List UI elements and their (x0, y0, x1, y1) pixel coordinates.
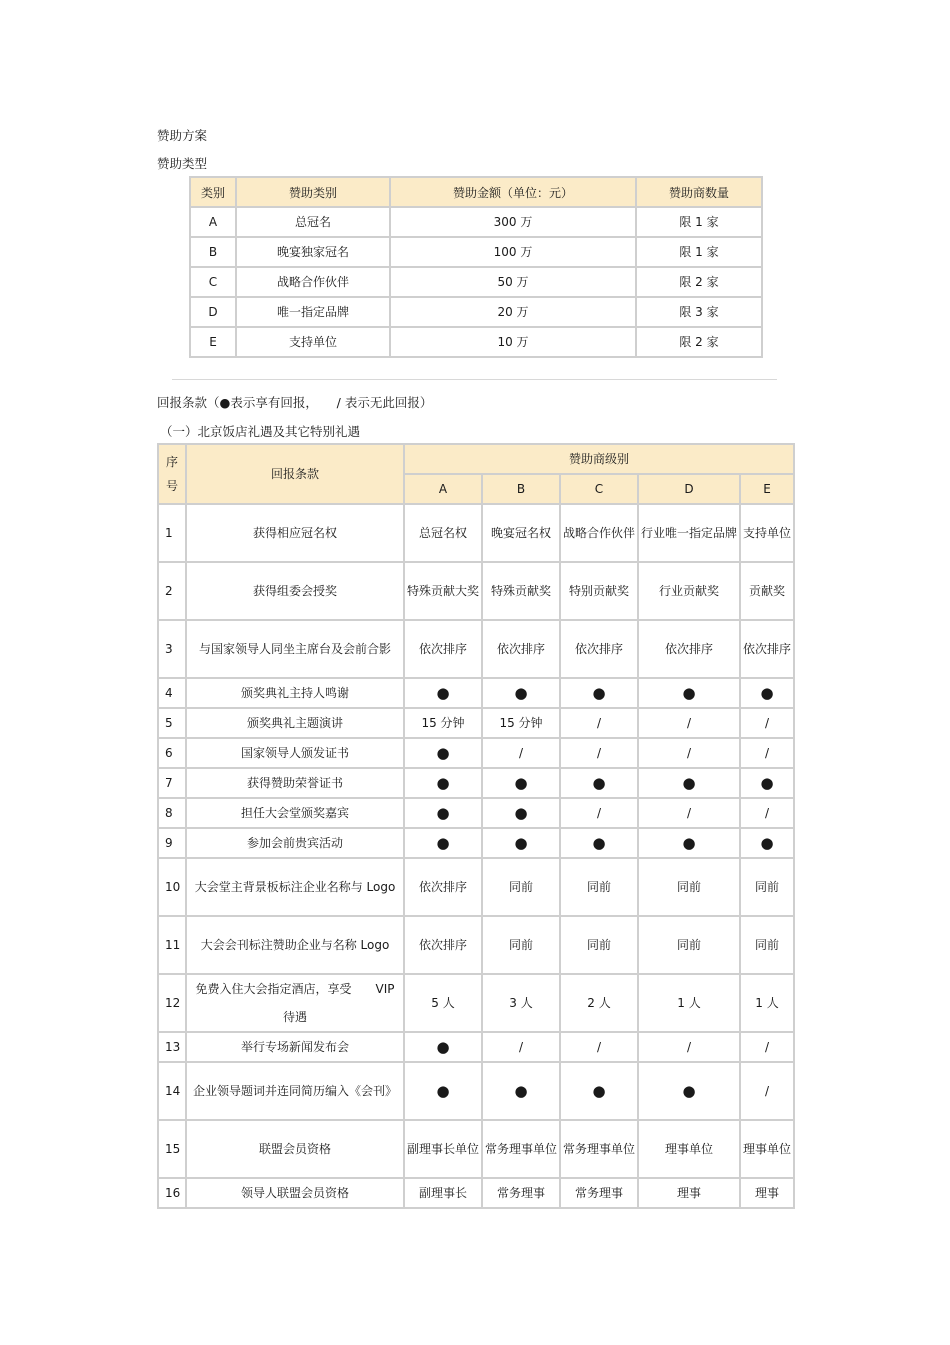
level-cell: ● (638, 828, 740, 858)
level-cell: 依次排序 (740, 620, 794, 678)
level-cell: ● (560, 678, 638, 708)
table-cell: A (190, 207, 236, 237)
row-number: 8 (158, 798, 186, 828)
table-row (158, 828, 794, 858)
benefit-item: 联盟会员资格 (186, 1120, 404, 1178)
level-cell: ● (482, 828, 560, 858)
table-row (158, 768, 794, 798)
level-cell: 晚宴冠名权 (482, 504, 560, 562)
row-number: 1 (158, 504, 186, 562)
level-cell: 理事 (740, 1178, 794, 1208)
level-cell: / (560, 738, 638, 768)
benefit-item: 获得相应冠名权 (186, 504, 404, 562)
table-cell: D (190, 297, 236, 327)
table-row (158, 798, 794, 828)
level-cell: 常务理事 (560, 1178, 638, 1208)
index-header (158, 444, 186, 504)
row-number: 4 (158, 678, 186, 708)
table-row (158, 738, 794, 768)
row-number: 15 (158, 1120, 186, 1178)
table-row (158, 1032, 794, 1062)
section-heading: （一）北京饭店礼遇及其它特别礼遇 (160, 424, 361, 439)
table-row (158, 562, 794, 620)
level-cell: 副理事长单位 (404, 1120, 482, 1178)
level-e-header: E (740, 474, 794, 504)
level-cell: 同前 (740, 858, 794, 916)
level-cell: ● (404, 798, 482, 828)
benefit-item: 担任大会堂颁奖嘉宾 (186, 798, 404, 828)
table-cell: 20 万 (390, 297, 636, 327)
level-cell: / (740, 708, 794, 738)
table-cell: 限 2 家 (636, 267, 762, 297)
level-cell: 理事单位 (638, 1120, 740, 1178)
level-cell: 依次排序 (404, 916, 482, 974)
level-cell: 1 人 (638, 974, 740, 1032)
level-cell: 依次排序 (404, 620, 482, 678)
level-cell: ● (638, 678, 740, 708)
level-cell: ● (740, 768, 794, 798)
table-row (158, 916, 794, 974)
benefits-table (157, 443, 795, 1209)
table-cell: 限 1 家 (636, 207, 762, 237)
level-cell: 1 人 (740, 974, 794, 1032)
table-cell: 限 3 家 (636, 297, 762, 327)
table-cell: 100 万 (390, 237, 636, 267)
sponsorship-types-table (189, 176, 763, 358)
benefit-item: 大会会刊标注赞助企业与名称 Logo (186, 916, 404, 974)
table-row (158, 1062, 794, 1120)
level-cell: ● (560, 828, 638, 858)
level-cell: ● (404, 738, 482, 768)
level-cell: 15 分钟 (404, 708, 482, 738)
level-cell: 同前 (740, 916, 794, 974)
level-cell: / (740, 798, 794, 828)
level-cell: 常务理事单位 (560, 1120, 638, 1178)
row-number: 2 (158, 562, 186, 620)
table-row (158, 504, 794, 562)
table-row (158, 620, 794, 678)
table-row (158, 1178, 794, 1208)
row-number: 9 (158, 828, 186, 858)
level-cell: 依次排序 (560, 620, 638, 678)
level-cell: ● (638, 768, 740, 798)
table-row (190, 267, 762, 297)
table-row (158, 678, 794, 708)
level-cell: / (638, 738, 740, 768)
table-header-row (190, 177, 762, 207)
level-c-header: C (560, 474, 638, 504)
level-cell: 15 分钟 (482, 708, 560, 738)
level-a-header: A (404, 474, 482, 504)
table-row (158, 1120, 794, 1178)
level-cell: ● (740, 828, 794, 858)
level-cell: / (482, 738, 560, 768)
benefit-item: 企业领导题词并连同简历编入《会刊》 (186, 1062, 404, 1120)
table-cell: E (190, 327, 236, 357)
level-cell: 支持单位 (740, 504, 794, 562)
level-cell: ● (740, 678, 794, 708)
table-cell: 总冠名 (236, 207, 390, 237)
level-cell: 5 人 (404, 974, 482, 1032)
table-row (190, 237, 762, 267)
level-cell: ● (482, 798, 560, 828)
row-number: 6 (158, 738, 186, 768)
level-cell: 行业贡献奖 (638, 562, 740, 620)
header-cell: 赞助商数量 (636, 177, 762, 207)
benefit-item: 大会堂主背景板标注企业名称与 Logo (186, 858, 404, 916)
level-cell: / (740, 1032, 794, 1062)
benefit-item: 免费入住大会指定酒店，享受 VIP 待遇 (186, 974, 404, 1032)
row-number: 3 (158, 620, 186, 678)
level-cell: 同前 (482, 916, 560, 974)
header-cell: 赞助金额（单位：元） (390, 177, 636, 207)
item-header: 回报条款 (186, 444, 404, 504)
level-cell: ● (482, 1062, 560, 1120)
table-row (158, 858, 794, 916)
level-cell: 同前 (482, 858, 560, 916)
benefit-item: 获得赞助荣誉证书 (186, 768, 404, 798)
level-cell: ● (482, 678, 560, 708)
level-cell: ● (404, 1032, 482, 1062)
level-cell: ● (404, 678, 482, 708)
level-d-header: D (638, 474, 740, 504)
benefit-item: 参加会前贵宾活动 (186, 828, 404, 858)
level-cell: / (482, 1032, 560, 1062)
level-cell: 依次排序 (482, 620, 560, 678)
level-header: 赞助商级别 (404, 444, 794, 474)
row-number: 10 (158, 858, 186, 916)
level-cell: / (740, 1062, 794, 1120)
level-cell: ● (560, 768, 638, 798)
benefit-item: 获得组委会授奖 (186, 562, 404, 620)
row-number: 14 (158, 1062, 186, 1120)
level-cell: / (740, 738, 794, 768)
benefit-item: 颁奖典礼主持人鸣谢 (186, 678, 404, 708)
table-header-row (158, 444, 794, 474)
level-cell: 特殊贡献大奖 (404, 562, 482, 620)
level-cell: / (560, 1032, 638, 1062)
table-row (190, 207, 762, 237)
level-cell: ● (404, 828, 482, 858)
benefit-item: 颁奖典礼主题演讲 (186, 708, 404, 738)
level-cell: ● (560, 1062, 638, 1120)
level-cell: 常务理事单位 (482, 1120, 560, 1178)
level-cell: / (638, 708, 740, 738)
level-cell: / (560, 708, 638, 738)
table-cell: 支持单位 (236, 327, 390, 357)
table-cell: 战略合作伙伴 (236, 267, 390, 297)
section-divider (172, 379, 777, 380)
row-number: 7 (158, 768, 186, 798)
level-cell: 理事 (638, 1178, 740, 1208)
table-cell: B (190, 237, 236, 267)
level-cell: 总冠名权 (404, 504, 482, 562)
table-cell: 晚宴独家冠名 (236, 237, 390, 267)
level-cell: 同前 (560, 916, 638, 974)
row-number: 13 (158, 1032, 186, 1062)
benefit-item: 举行专场新闻发布会 (186, 1032, 404, 1062)
level-cell: ● (404, 768, 482, 798)
table-cell: 唯一指定品牌 (236, 297, 390, 327)
level-cell: 3 人 (482, 974, 560, 1032)
table-cell: 50 万 (390, 267, 636, 297)
level-cell: 常务理事 (482, 1178, 560, 1208)
level-cell: 贡献奖 (740, 562, 794, 620)
level-cell: 2 人 (560, 974, 638, 1032)
level-cell: 依次排序 (638, 620, 740, 678)
level-cell: ● (482, 768, 560, 798)
index-header-text: 序号 (165, 455, 178, 493)
level-cell: 战略合作伙伴 (560, 504, 638, 562)
row-number: 11 (158, 916, 186, 974)
level-cell: ● (404, 1062, 482, 1120)
row-number: 5 (158, 708, 186, 738)
level-cell: 同前 (638, 858, 740, 916)
table-row (190, 297, 762, 327)
table-row (158, 974, 794, 1032)
header-cell: 类别 (190, 177, 236, 207)
return-terms-heading: 回报条款（●表示享有回报， / 表示无此回报） (157, 395, 433, 410)
table-cell: 限 1 家 (636, 237, 762, 267)
table-row (190, 327, 762, 357)
level-cell: / (638, 798, 740, 828)
benefit-item: 领导人联盟会员资格 (186, 1178, 404, 1208)
level-cell: / (560, 798, 638, 828)
types-heading: 赞助类型 (157, 156, 208, 171)
level-cell: 特殊贡献奖 (482, 562, 560, 620)
table-cell: 10 万 (390, 327, 636, 357)
benefit-item: 与国家领导人同坐主席台及会前合影 (186, 620, 404, 678)
header-cell: 赞助类别 (236, 177, 390, 207)
level-cell: 理事单位 (740, 1120, 794, 1178)
level-cell: / (638, 1032, 740, 1062)
table-cell: 300 万 (390, 207, 636, 237)
level-b-header: B (482, 474, 560, 504)
level-cell: 副理事长 (404, 1178, 482, 1208)
row-number: 16 (158, 1178, 186, 1208)
row-number: 12 (158, 974, 186, 1032)
benefit-item: 国家领导人颁发证书 (186, 738, 404, 768)
document-title: 赞助方案 (157, 128, 208, 143)
table-row (158, 708, 794, 738)
level-cell: ● (638, 1062, 740, 1120)
table-cell: C (190, 267, 236, 297)
level-cell: 依次排序 (404, 858, 482, 916)
level-cell: 同前 (638, 916, 740, 974)
table-cell: 限 2 家 (636, 327, 762, 357)
level-cell: 同前 (560, 858, 638, 916)
level-cell: 行业唯一指定品牌 (638, 504, 740, 562)
level-cell: 特别贡献奖 (560, 562, 638, 620)
